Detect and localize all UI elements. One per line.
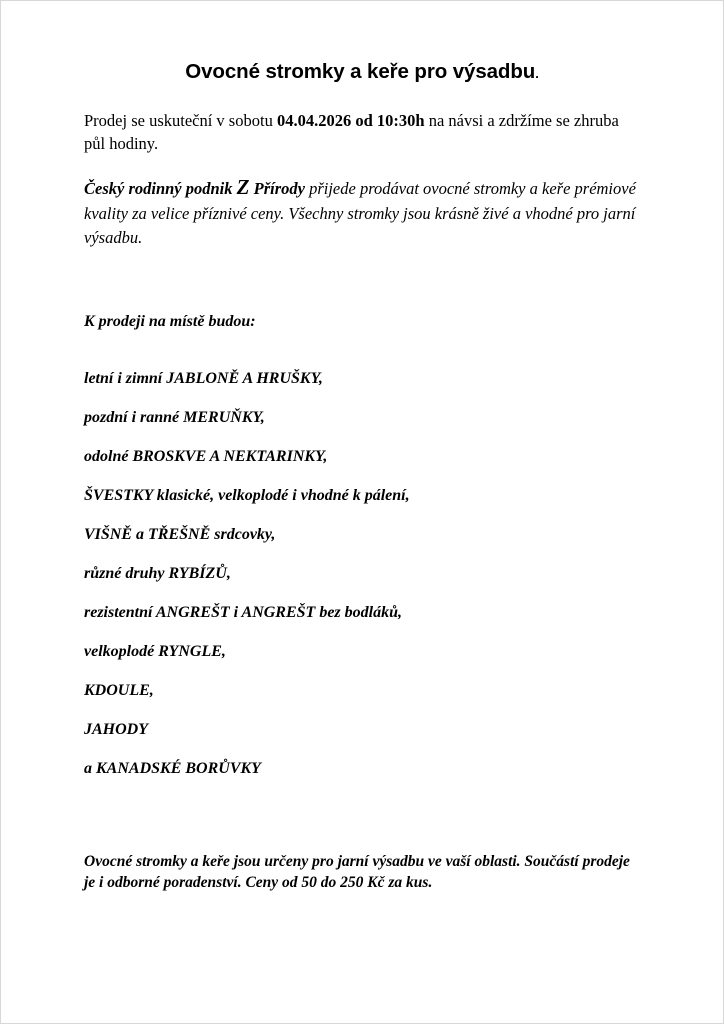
company-part-2: Přírody: [249, 178, 305, 198]
list-item: JAHODY: [84, 721, 148, 739]
page-title: [84, 60, 640, 84]
company-part-3: přijede prodávat ovocné stromky a keře prémiové kvality za velice příznivé ceny. Všechny stromky jsou krásně živé a vhodné pro jarní výsadbu.: [84, 178, 636, 247]
lead-in-text: K prodeji na místě budou:: [84, 313, 256, 331]
intro-date-time: 04.04.2026 od 10:30h: [276, 111, 425, 130]
spacer-before-footer: [84, 800, 640, 852]
list-item: velkoplodé RYNGLE,: [84, 643, 226, 661]
list-item: ŠVESTKY klasické, velkoplodé i vhodné k pálení,: [84, 487, 410, 505]
spacer-after-company: [84, 263, 640, 313]
footer-paragraph: Ovocné stromky a keře jsou určeny pro jarní výsadbu ve vaší oblasti. Součástí prodeje je i odborné poradenství. Ceny od 50 do 250 Kč za kus.: [84, 853, 630, 891]
list-item: pozdní i ranné MERUŇKY,: [84, 409, 265, 427]
list-item: a KANADSKÉ BORŮVKY: [84, 760, 261, 778]
company-paragraph: [84, 173, 640, 250]
product-list: [84, 371, 640, 777]
list-item: různé druhy RYBÍZŮ,: [84, 565, 231, 583]
page-title-period: .: [535, 66, 539, 81]
list-item: letní i zimní JABLONĚ A HRUŠKY,: [84, 370, 323, 388]
list-item: odolné BROSKVE A NEKTARINKY,: [84, 448, 328, 466]
spacer-before-list: [84, 331, 640, 371]
list-item: VIŠNĚ a TŘEŠNĚ srdcovky,: [84, 526, 276, 544]
intro-after-date: na návsi a zdržíme se zhruba půl hodiny.: [84, 111, 619, 153]
intro-paragraph: [84, 110, 640, 156]
company-part-1: Český rodinný podnik: [84, 178, 237, 198]
page-title-text: Ovocné stromky a keře pro výsadbu: [185, 60, 536, 83]
company-big-letter: Z: [236, 174, 250, 199]
intro-before-date: Prodej se uskuteční v sobotu: [84, 111, 277, 130]
list-item: KDOULE,: [84, 682, 154, 700]
document-content: [84, 60, 640, 894]
list-item: rezistentní ANGREŠT i ANGREŠT bez bodláků,: [84, 604, 402, 622]
